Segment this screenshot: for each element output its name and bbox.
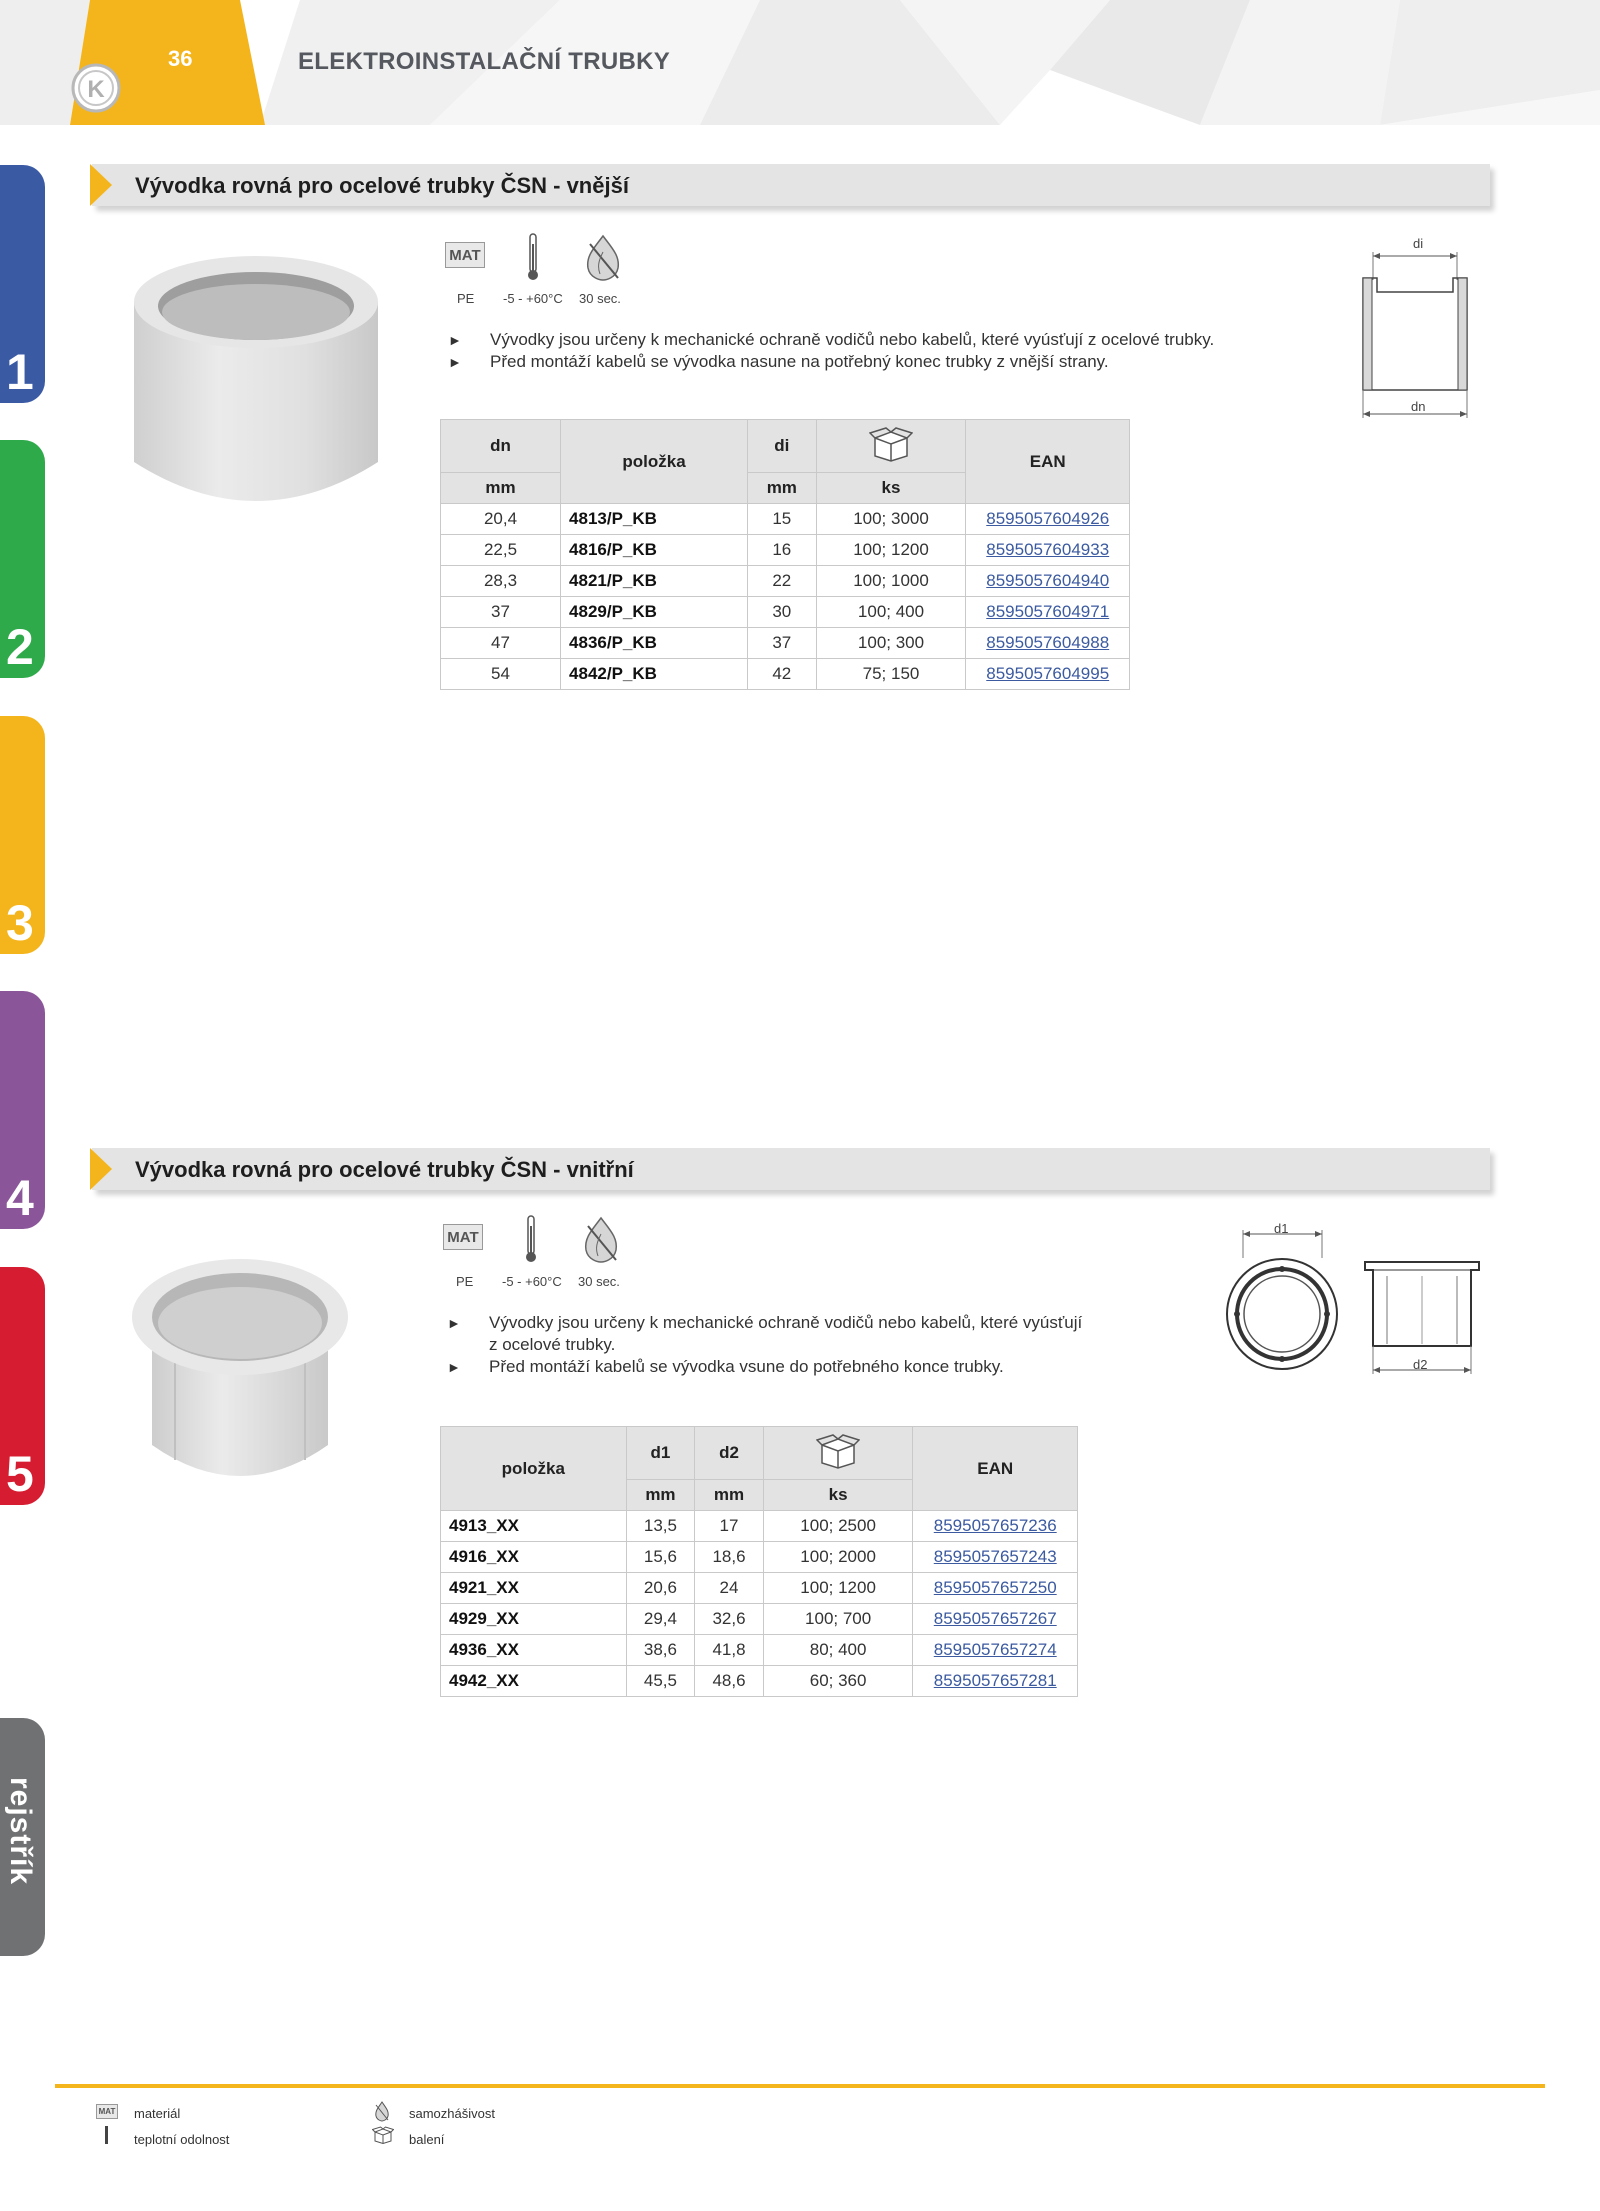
cell-pack: 80; 400 — [763, 1635, 913, 1666]
legend-self-extinguish: samozhášivost — [409, 2106, 495, 2121]
cell-pack: 100; 400 — [816, 597, 966, 628]
cell-code: 4816/P_KB — [561, 535, 748, 566]
unit-dn: mm — [441, 473, 561, 504]
cell-code: 4842/P_KB — [561, 659, 748, 690]
cell-code: 4813/P_KB — [561, 504, 748, 535]
bullet-item — [448, 329, 1348, 351]
legend-thermometer-icon — [104, 2126, 110, 2151]
cell-code: 4829/P_KB — [561, 597, 748, 628]
cell-dn: 28,3 — [441, 566, 561, 597]
thermometer-icon — [523, 1214, 539, 1269]
cell-di: 30 — [748, 597, 817, 628]
ean-link[interactable]: 8595057657274 — [913, 1635, 1078, 1666]
side-tab-label: 4 — [6, 1170, 34, 1226]
side-tab-4[interactable] — [0, 991, 45, 1229]
bullet-text: Vývodky jsou určeny k mechanické ochraně vodičů nebo kabelů, které vyúsťují z ocelové trubky. — [490, 330, 1215, 349]
section-title: Vývodka rovná pro ocelové trubky ČSN - vnitřní — [135, 1157, 634, 1182]
cell-di: 16 — [748, 535, 817, 566]
flame-icon — [580, 232, 626, 287]
flame-icon — [578, 1214, 624, 1269]
legend-box-icon — [372, 2126, 394, 2149]
legend-flame-icon — [372, 2100, 392, 2127]
bullet-arrow-icon: ► — [448, 354, 462, 370]
side-tab-5[interactable] — [0, 1267, 45, 1505]
bullet-text: z ocelové trubky. — [489, 1335, 616, 1354]
ean-link[interactable]: 8595057604933 — [966, 535, 1130, 566]
cell-d1: 45,5 — [626, 1666, 695, 1697]
legend-material-icon: MAT — [96, 2104, 118, 2119]
side-tab-2[interactable] — [0, 440, 45, 678]
table-row — [441, 597, 1130, 628]
bullet-item — [448, 351, 1348, 373]
thermometer-icon — [525, 232, 541, 287]
geometric-pattern — [0, 0, 1600, 125]
table-row — [441, 1666, 1078, 1697]
cell-pack: 100; 300 — [816, 628, 966, 659]
page-number: 36 — [168, 46, 193, 71]
cell-dn: 22,5 — [441, 535, 561, 566]
legend-packaging: balení — [409, 2132, 445, 2147]
bullet-text: Před montáží kabelů se vývodka vsune do potřebného konce trubky. — [489, 1357, 1004, 1376]
product-image-inner — [130, 1245, 350, 1500]
cell-code: 4821/P_KB — [561, 566, 748, 597]
cell-code: 4921_XX — [441, 1573, 627, 1604]
legend-material: materiál — [134, 2106, 181, 2121]
side-tab-index-label: rejstřík — [4, 1776, 37, 1886]
material-value: PE — [457, 291, 475, 306]
bullet-arrow-icon: ► — [447, 1359, 461, 1375]
cell-d2: 18,6 — [695, 1542, 764, 1573]
table-row — [441, 1604, 1078, 1635]
side-tab-label: 1 — [6, 344, 34, 400]
table-row — [441, 1635, 1078, 1666]
cell-dn: 54 — [441, 659, 561, 690]
side-tab-label: 3 — [6, 895, 34, 951]
side-tab-1[interactable] — [0, 165, 45, 403]
cell-d2: 24 — [695, 1573, 764, 1604]
table-row — [441, 1511, 1078, 1542]
dimension-label-dn: dn — [1411, 399, 1426, 414]
cell-pack: 60; 360 — [763, 1666, 913, 1697]
self-extinguish-value: 30 sec. — [578, 1274, 620, 1289]
cell-dn: 37 — [441, 597, 561, 628]
unit-pack: ks — [816, 473, 966, 504]
ean-link[interactable]: 8595057657281 — [913, 1666, 1078, 1697]
cell-d2: 32,6 — [695, 1604, 764, 1635]
svg-text:K: K — [87, 76, 105, 103]
technical-drawing-inner — [1215, 1218, 1505, 1393]
cell-dn: 20,4 — [441, 504, 561, 535]
side-tab-index[interactable] — [0, 1718, 45, 1956]
cell-di: 22 — [748, 566, 817, 597]
cell-d2: 48,6 — [695, 1666, 764, 1697]
temperature-value: -5 - +60°C — [503, 291, 563, 306]
cell-pack: 100; 2500 — [763, 1511, 913, 1542]
cell-d1: 38,6 — [626, 1635, 695, 1666]
col-header-ean: EAN — [966, 420, 1130, 504]
ean-link[interactable]: 8595057657267 — [913, 1604, 1078, 1635]
cell-d1: 15,6 — [626, 1542, 695, 1573]
col-header-pack — [816, 420, 966, 473]
bullet-item — [447, 1356, 1207, 1378]
material-icon: MAT — [445, 242, 485, 268]
col-header-dn: dn — [441, 420, 561, 473]
unit-pack: ks — [763, 1480, 913, 1511]
ean-link[interactable]: 8595057657250 — [913, 1573, 1078, 1604]
unit-d1: mm — [626, 1480, 695, 1511]
cell-d1: 20,6 — [626, 1573, 695, 1604]
ean-link[interactable]: 8595057604971 — [966, 597, 1130, 628]
cell-pack: 100; 1000 — [816, 566, 966, 597]
legend-temperature: teplotní odolnost — [134, 2132, 230, 2147]
col-header-di: di — [748, 420, 817, 473]
page-title: ELEKTROINSTALAČNÍ TRUBKY — [298, 48, 671, 75]
bullet-item — [447, 1312, 1207, 1334]
header-background — [0, 0, 1600, 125]
section-title: Vývodka rovná pro ocelové trubky ČSN - vnější — [135, 173, 629, 198]
section-arrow-icon — [90, 1148, 112, 1190]
cell-d1: 29,4 — [626, 1604, 695, 1635]
bullet-text: Vývodky jsou určeny k mechanické ochraně vodičů nebo kabelů, které vyúsťují — [489, 1313, 1083, 1332]
cell-di: 42 — [748, 659, 817, 690]
temperature-value: -5 - +60°C — [502, 1274, 562, 1289]
bullet-continuation — [447, 1334, 1207, 1356]
table-row — [441, 504, 1130, 535]
section-arrow-icon — [90, 164, 112, 206]
cell-code: 4929_XX — [441, 1604, 627, 1635]
bullet-arrow-icon: ► — [447, 1315, 461, 1331]
col-header-polozka: položka — [441, 1427, 627, 1511]
footer-divider — [55, 2084, 1545, 2088]
cell-pack: 100; 1200 — [763, 1573, 913, 1604]
ean-link[interactable]: 8595057604940 — [966, 566, 1130, 597]
cell-di: 37 — [748, 628, 817, 659]
col-header-d1: d1 — [626, 1427, 695, 1480]
col-header-polozka: položka — [561, 420, 748, 504]
col-header-d2: d2 — [695, 1427, 764, 1480]
cell-code: 4942_XX — [441, 1666, 627, 1697]
dimension-label-d2: d2 — [1413, 1357, 1428, 1372]
material-value: PE — [456, 1274, 474, 1289]
table-row — [441, 1542, 1078, 1573]
box-icon — [816, 1433, 860, 1469]
material-icon: MAT — [443, 1224, 483, 1250]
bullet-text: Před montáží kabelů se vývodka nasune na potřebný konec trubky z vnější strany. — [490, 352, 1109, 371]
cell-dn: 47 — [441, 628, 561, 659]
section-heading-outer — [92, 164, 1490, 206]
section-heading-inner — [92, 1148, 1490, 1190]
cell-di: 15 — [748, 504, 817, 535]
side-tab-label: 2 — [6, 619, 34, 675]
product-image-outer — [128, 250, 384, 535]
col-header-ean: EAN — [913, 1427, 1078, 1511]
cell-code: 4913_XX — [441, 1511, 627, 1542]
brand-logo — [70, 62, 122, 119]
box-icon — [869, 426, 913, 462]
ean-link[interactable]: 8595057604988 — [966, 628, 1130, 659]
table-row — [441, 535, 1130, 566]
cell-pack: 100; 3000 — [816, 504, 966, 535]
dimension-label-di: di — [1413, 236, 1424, 251]
bullet-arrow-icon: ► — [448, 332, 462, 348]
product-table-outer — [440, 419, 1130, 690]
side-tab-label: 5 — [6, 1446, 34, 1502]
ean-link[interactable]: 8595057657243 — [913, 1542, 1078, 1573]
cell-code: 4936_XX — [441, 1635, 627, 1666]
cell-code: 4916_XX — [441, 1542, 627, 1573]
table-row — [441, 659, 1130, 690]
self-extinguish-value: 30 sec. — [579, 291, 621, 306]
dimension-label-d1: d1 — [1274, 1221, 1289, 1236]
col-header-pack — [763, 1427, 913, 1480]
unit-d2: mm — [695, 1480, 764, 1511]
side-tab-3[interactable] — [0, 716, 45, 954]
cell-d2: 17 — [695, 1511, 764, 1542]
ean-link[interactable]: 8595057604926 — [966, 504, 1130, 535]
ean-link[interactable]: 8595057604995 — [966, 659, 1130, 690]
table-row — [441, 628, 1130, 659]
cell-d1: 13,5 — [626, 1511, 695, 1542]
cell-pack: 75; 150 — [816, 659, 966, 690]
table-row — [441, 566, 1130, 597]
cell-code: 4836/P_KB — [561, 628, 748, 659]
product-table-inner — [440, 1426, 1078, 1697]
cell-pack: 100; 2000 — [763, 1542, 913, 1573]
cell-pack: 100; 1200 — [816, 535, 966, 566]
ean-link[interactable]: 8595057657236 — [913, 1511, 1078, 1542]
cell-pack: 100; 700 — [763, 1604, 913, 1635]
table-row — [441, 1573, 1078, 1604]
unit-di: mm — [748, 473, 817, 504]
cell-d2: 41,8 — [695, 1635, 764, 1666]
